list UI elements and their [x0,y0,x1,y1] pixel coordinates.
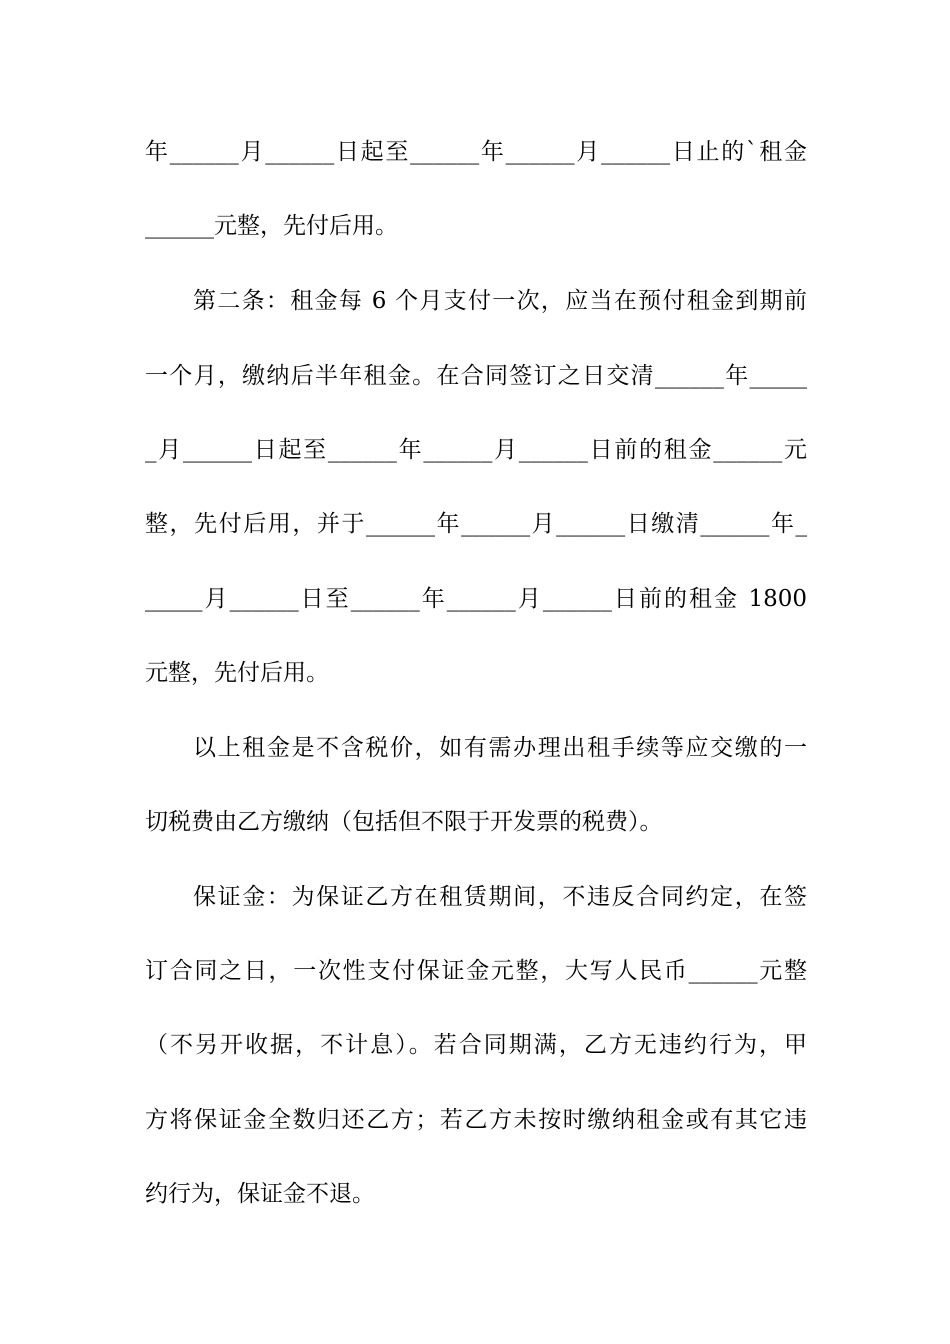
paragraph-deposit-start: 保证金：为保证乙方在租赁期间，不违反合同约定，在签 [193,884,807,910]
text-line: ______元整，先付后用。 [145,213,398,239]
text-line: _____月______日至______年______月______日前的租金 1800 [145,586,807,612]
text-line: _月______日起至______年______月______日前的租金______元 [145,437,807,463]
text-line: 订合同之日，一次性支付保证金元整，大写人民币______元整 [145,958,807,984]
text-line: 元整，先付后用。 [145,660,329,686]
text-line: （不另开收据，不计息）。若合同期满，乙方无违约行为，甲 [145,1032,807,1058]
text-line: 年______月______日起至______年______月______日止的`租金 [145,139,807,165]
text-line: 方将保证金全数归还乙方；若乙方未按时缴纳租金或有其它违 [145,1107,807,1133]
paragraph-article-2-start: 第二条：租金每 6 个月支付一次，应当在预付租金到期前 [193,288,807,314]
text-line: 整，先付后用，并于______年______月______日缴清______年_ [145,511,807,537]
paragraph-tax-start: 以上租金是不含税价，如有需办理出租手续等应交缴的一 [193,735,807,761]
text-line: 切税费由乙方缴纳（包括但不限于开发票的税费）。 [145,809,663,835]
text-line: 约行为，保证金不退。 [145,1181,375,1207]
text-line: 一个月，缴纳后半年租金。在合同签订之日交清______年_____ [145,363,807,389]
